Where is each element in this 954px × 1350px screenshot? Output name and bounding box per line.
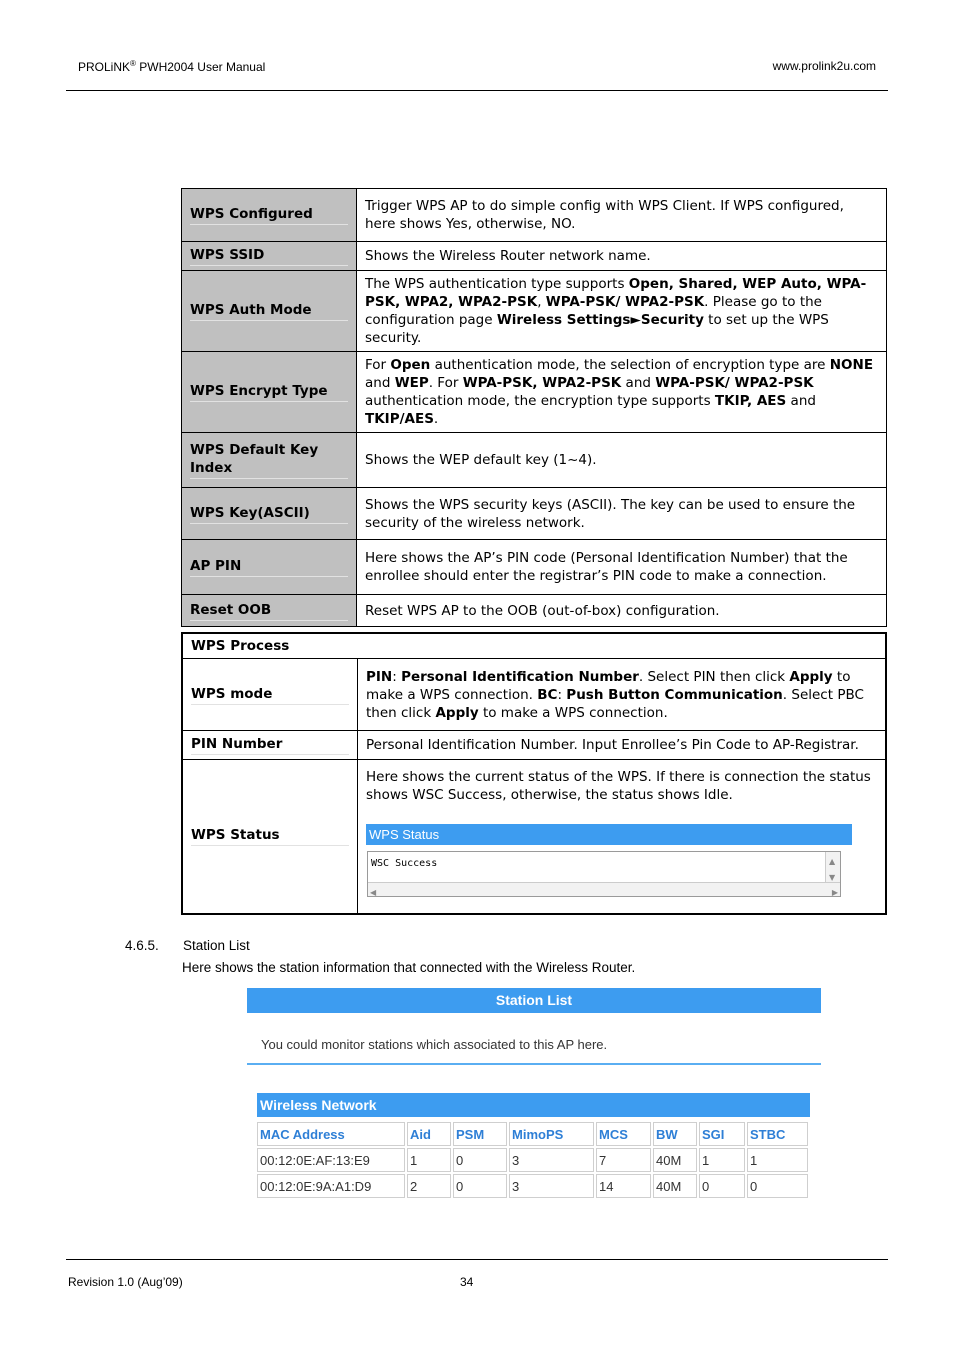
- row-key: Reset OOB: [190, 601, 348, 621]
- wps-status-textarea[interactable]: [367, 851, 841, 897]
- row-value: Shows the Wireless Router network name.: [357, 242, 887, 271]
- row-key: AP PIN: [190, 557, 348, 577]
- column-header-aid: Aid: [407, 1122, 451, 1146]
- column-header-mac-address: MAC Address: [257, 1122, 405, 1146]
- wps-process-table: [181, 632, 887, 915]
- cell-stbc: 0: [747, 1174, 808, 1198]
- table-row: [182, 242, 887, 271]
- table-heading-row: [182, 633, 886, 659]
- row-key: WPS SSID: [190, 246, 348, 266]
- process-heading: WPS Process: [182, 633, 886, 659]
- column-header-mimops: MimoPS: [509, 1122, 594, 1146]
- table-header-row: [257, 1122, 808, 1146]
- horizontal-scrollbar[interactable]: [368, 882, 840, 896]
- header-rule: [66, 90, 888, 91]
- wps-status-title-bar: WPS Status: [366, 824, 852, 845]
- cell-bw: 40M: [653, 1148, 697, 1172]
- footer-rule: [66, 1259, 888, 1260]
- table-row: [182, 731, 886, 760]
- column-header-sgi: SGI: [699, 1122, 745, 1146]
- scroll-right-icon[interactable]: ▶: [831, 888, 838, 897]
- cell-psm: 0: [453, 1174, 507, 1198]
- cell-mac-address: 00:12:0E:AF:13:E9: [257, 1148, 405, 1172]
- row-key: WPS Configured: [190, 205, 348, 225]
- table-row: [182, 760, 886, 914]
- row-key: WPS Default Key Index: [190, 441, 348, 479]
- row-value: PIN: Personal Identification Number. Select PIN then click Apply to make a WPS connection. BC: Push Button Communication. Select PBC then click Apply to make a WPS connection.: [358, 659, 887, 731]
- row-key: WPS Encrypt Type: [190, 382, 348, 402]
- column-header-stbc: STBC: [747, 1122, 808, 1146]
- footer-revision: Revision 1.0 (Aug’09): [68, 1275, 183, 1289]
- section-title: Station List: [183, 938, 250, 953]
- scroll-down-icon[interactable]: ▼: [829, 873, 836, 882]
- cell-stbc: 1: [747, 1148, 808, 1172]
- table-row: [182, 659, 886, 731]
- cell-mcs: 7: [596, 1148, 651, 1172]
- row-value: Here shows the AP’s PIN code (Personal Identification Number) that the enrollee should enter the registrar’s PIN code to make a connection.: [357, 540, 887, 595]
- station-list-title-bar: Station List: [247, 988, 821, 1013]
- wps-status-widget: [366, 824, 852, 897]
- station-list-description: You could monitor stations which associated to this AP here.: [261, 1037, 608, 1052]
- column-header-bw: BW: [653, 1122, 697, 1146]
- column-header-psm: PSM: [453, 1122, 507, 1146]
- table-row: [257, 1174, 808, 1198]
- column-header-mcs: MCS: [596, 1122, 651, 1146]
- cell-mimops: 3: [509, 1148, 594, 1172]
- row-value: For Open authentication mode, the selection of encryption type are NONE and WEP. For WPA-PSK, WPA2-PSK and WPA-PSK/ WPA2-PSK authentication mode, the encryption type supports TKIP, AES and TKIP/AES.: [357, 352, 887, 433]
- wps-parameter-table: [181, 188, 887, 627]
- row-key: WPS Auth Mode: [190, 301, 348, 321]
- row-value: Here shows the current status of the WPS. If there is connection the status shows WSC Success, otherwise, the status shows Idle.: [366, 769, 871, 803]
- wps-status-text: WSC Success: [371, 858, 438, 869]
- row-key: PIN Number: [191, 735, 349, 755]
- row-value: The WPS authentication type supports Open, Shared, WEP Auto, WPA-PSK, WPA2, WPA2-PSK, WPA-PSK/ WPA2-PSK. Please go to the configuration page Wireless Settings►Security to set up the WPS security.: [357, 271, 887, 352]
- header-url: www.prolink2u.com: [772, 59, 876, 73]
- table-row: [182, 540, 887, 595]
- cell-bw: 40M: [653, 1174, 697, 1198]
- cell-psm: 0: [453, 1148, 507, 1172]
- row-value: Shows the WPS security keys (ASCII). The key can be used to ensure the security of the wireless network.: [357, 488, 887, 540]
- table-row: [182, 595, 887, 627]
- table-row: [257, 1148, 808, 1172]
- row-value: Trigger WPS AP to do simple config with WPS Client. If WPS configured, here shows Yes, otherwise, NO.: [357, 189, 887, 242]
- station-table: [255, 1120, 810, 1200]
- scroll-left-icon[interactable]: ◀: [370, 888, 377, 897]
- cell-sgi: 1: [699, 1148, 745, 1172]
- table-row: [182, 433, 887, 488]
- table-row: [182, 271, 887, 352]
- table-row: [182, 189, 887, 242]
- row-key: WPS Status: [191, 826, 349, 846]
- scroll-up-icon[interactable]: ▲: [829, 857, 836, 866]
- row-value: Personal Identification Number. Input Enrollee’s Pin Code to AP-Registrar.: [358, 731, 887, 760]
- wireless-network-title-bar: Wireless Network: [257, 1093, 810, 1117]
- row-key: WPS mode: [191, 685, 349, 705]
- row-key: WPS Key(ASCII): [190, 504, 348, 524]
- section-number: 4.6.5.: [125, 938, 159, 953]
- cell-mac-address: 00:12:0E:9A:A1:D9: [257, 1174, 405, 1198]
- station-list-divider: [247, 1063, 821, 1065]
- page-number: 34: [460, 1275, 474, 1289]
- cell-aid: 2: [407, 1174, 451, 1198]
- section-description: Here shows the station information that connected with the Wireless Router.: [182, 960, 636, 975]
- table-row: [182, 352, 887, 433]
- table-row: [182, 488, 887, 540]
- cell-aid: 1: [407, 1148, 451, 1172]
- vertical-scrollbar[interactable]: [825, 852, 840, 882]
- row-value: Reset WPS AP to the OOB (out-of-box) configuration.: [357, 595, 887, 627]
- header-title: PROLiNK® PWH2004 User Manual: [78, 59, 266, 74]
- cell-sgi: 0: [699, 1174, 745, 1198]
- cell-mimops: 3: [509, 1174, 594, 1198]
- cell-mcs: 14: [596, 1174, 651, 1198]
- row-value: Shows the WEP default key (1~4).: [357, 433, 887, 488]
